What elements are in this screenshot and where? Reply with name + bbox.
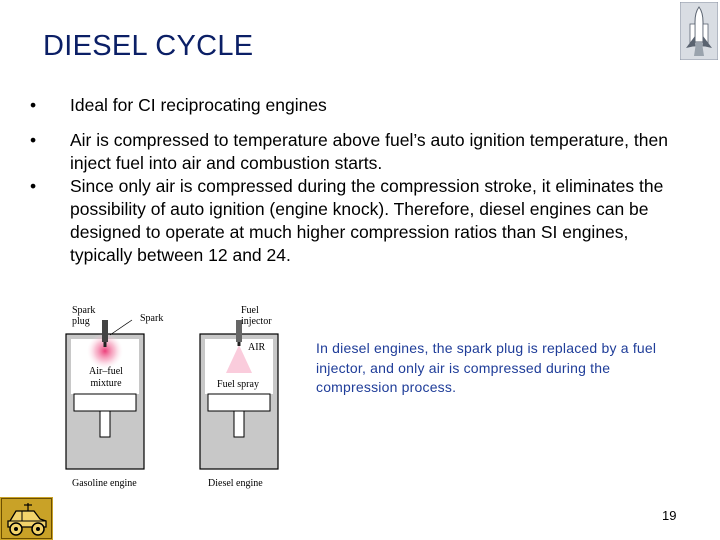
- gasoline-connecting-rod: [100, 411, 110, 437]
- page-number: 19: [662, 508, 677, 523]
- figure-caption: In diesel engines, the spark plug is replaced by a fuel injector, and only air is compressed during the compression process.: [316, 340, 657, 395]
- bullet-marker: •: [30, 95, 37, 115]
- bullet-text: Ideal for CI reciprocating engines: [70, 95, 327, 115]
- spark-plug-icon: [102, 320, 108, 342]
- gasoline-engine-label: Gasoline engine: [72, 478, 137, 489]
- fuel-injector-label: Fuel: [241, 305, 259, 316]
- bullet-marker: •: [30, 130, 37, 150]
- bullet-item: [28, 129, 688, 175]
- diesel-connecting-rod: [234, 411, 244, 437]
- engine-comparison-figure: [62, 303, 292, 498]
- diesel-engine-label: Diesel engine: [208, 478, 263, 489]
- air-label: AIR: [248, 342, 266, 353]
- bullet-marker: •: [30, 176, 37, 196]
- bullet-item: [28, 94, 688, 117]
- mixture-label: Air–fuel: [89, 366, 123, 377]
- bullet-text: Since only air is compressed during the compression stroke, it eliminates the possibility of auto ignition (engine knock). Therefore, diesel engines can be designed to operate at much higher compression ratios than SI engines, typically between 12 and 24.: [70, 176, 664, 265]
- vehicle-logo-icon: [0, 497, 53, 540]
- diesel-engine-diagram: [200, 305, 278, 489]
- spark-plug-label-line2: plug: [72, 316, 90, 327]
- bullet-item: [28, 175, 688, 267]
- diesel-piston: [208, 394, 270, 411]
- fuel-spray-label: Fuel spray: [217, 379, 259, 390]
- mixture-label-line2: mixture: [90, 378, 122, 389]
- gasoline-piston: [74, 394, 136, 411]
- space-shuttle-icon: [680, 2, 718, 60]
- fuel-injector-label-line2: injector: [241, 316, 272, 327]
- bullet-list: [28, 94, 688, 267]
- slide-title: DIESEL CYCLE: [43, 30, 254, 62]
- spark-plug-label: Spark: [72, 305, 96, 316]
- bullet-text: Air is compressed to temperature above fuel’s auto ignition temperature, then inject fuel into air and combustion starts.: [70, 130, 668, 173]
- gasoline-engine-diagram: [66, 305, 163, 489]
- spark-label: Spark: [140, 313, 164, 324]
